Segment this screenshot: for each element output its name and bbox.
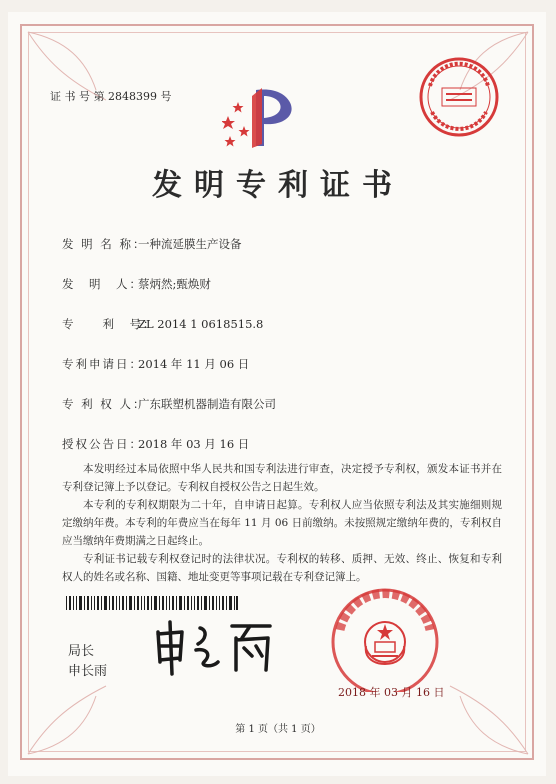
patent-office-logo <box>222 86 302 148</box>
field-inventors <box>62 276 211 292</box>
field-patent-number <box>62 316 263 332</box>
body-paragraph-1: 本发明经过本局依照中华人民共和国专利法进行审查，决定授予专利权，颁发本证书并在专利登记簿上予以登记。专利权自授权公告之日起生效。 <box>62 463 502 493</box>
field-value: ZL 2014 1 0618515.8 <box>138 317 264 331</box>
field-value: 2014 年 11 月 06 日 <box>138 357 250 371</box>
field-label: 专 利 权 人： <box>62 397 147 411</box>
field-label: 专 利 号： <box>62 317 157 331</box>
page-number: 第 1 页（共 1 页） <box>235 724 321 735</box>
field-patentee <box>62 396 276 412</box>
field-grant-date <box>62 436 249 452</box>
handwritten-signature <box>150 618 280 676</box>
seal-stamp-top-icon <box>418 56 500 138</box>
certificate-title: 发明专利证书 <box>152 168 404 203</box>
field-invention-name <box>62 236 242 252</box>
certificate-number: 证 书 号 第 2848399 号 <box>50 90 172 103</box>
field-filing-date <box>62 356 249 372</box>
field-label: 发 明 名 称： <box>62 237 147 251</box>
director-name: 申长雨 <box>68 664 108 679</box>
director-title: 局长 <box>68 644 95 659</box>
national-ip-seal-icon <box>320 580 450 692</box>
field-label: 专利申请日： <box>62 357 143 371</box>
barcode <box>66 596 238 610</box>
field-label: 发 明 人： <box>62 277 143 291</box>
field-value: 2018 年 03 月 16 日 <box>138 437 250 451</box>
field-value: 蔡炳然;甄焕财 <box>138 277 211 291</box>
field-label: 授权公告日： <box>62 437 143 451</box>
seal-date: 2018 年 03 月 16 日 <box>338 686 445 699</box>
body-paragraph-2: 本专利的专利权期限为二十年，自申请日起算。专利权人应当依照专利法及其实施细则规定缴纳年费。本专利的年费应当在每年 11 月 06 日前缴纳。未按照规定缴纳年费的，专利权自应当缴纳年费期满之日起终止。 <box>62 499 502 547</box>
field-value: 广东联塑机器制造有限公司 <box>138 397 276 411</box>
body-paragraph-3: 专利证书记载专利权登记时的法律状况。专利权的转移、质押、无效、终止、恢复和专利权人的姓名或名称、国籍、地址变更等事项记载在专利登记簿上。 <box>62 553 502 583</box>
field-value: 一种流延膜生产设备 <box>138 237 242 251</box>
